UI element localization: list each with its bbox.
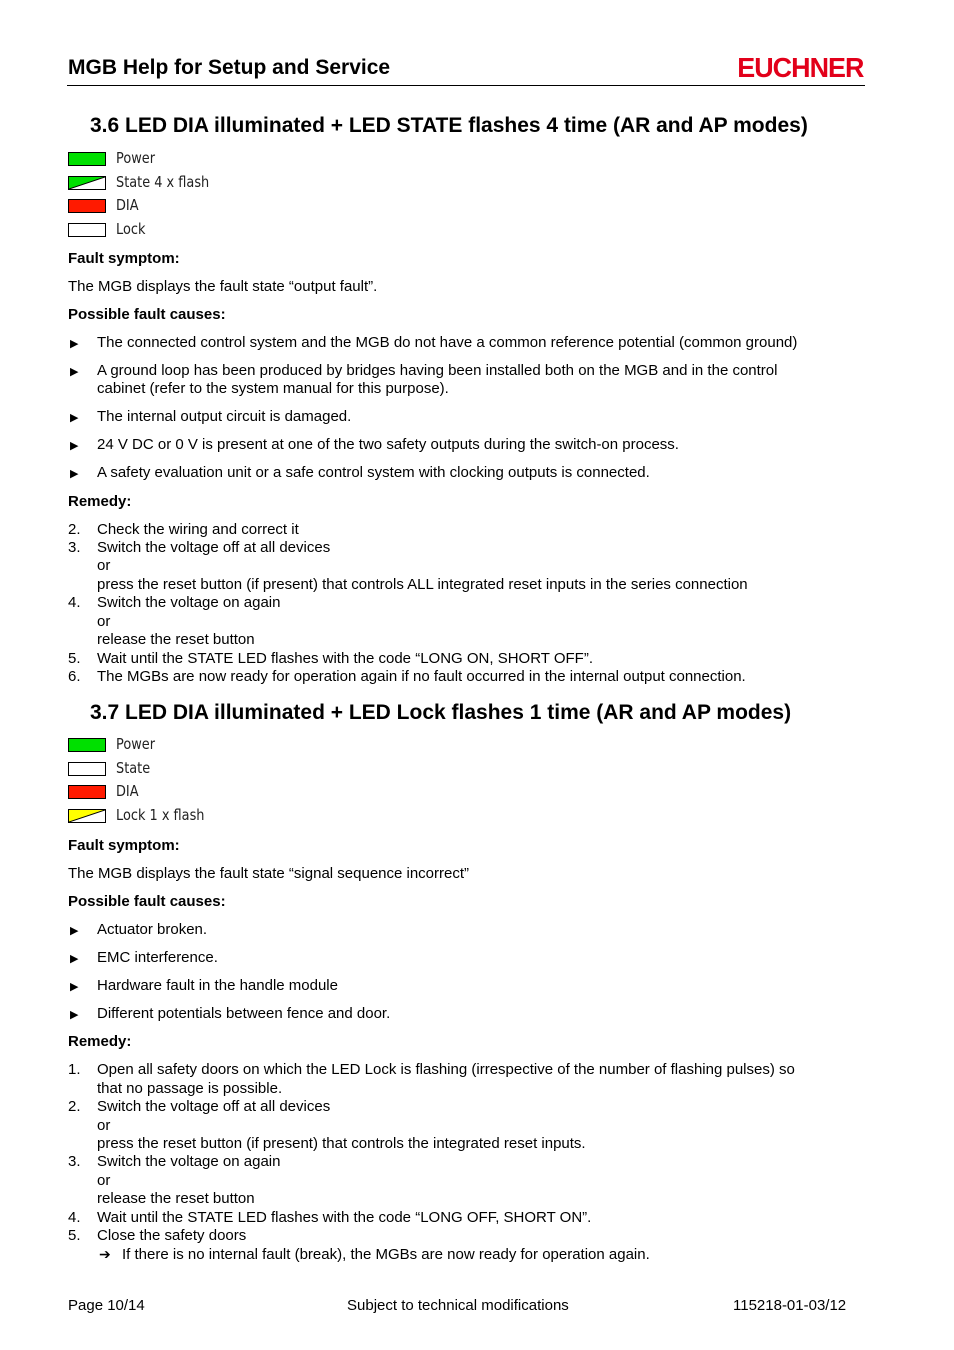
cause-item-continuation: cabinet (refer to the system manual for this purpose).: [97, 380, 449, 397]
remedy-step-alt: release the reset button: [97, 631, 255, 648]
remedy-or: or: [97, 1117, 111, 1134]
remedy-step-alt: press the reset button (if present) that controls ALL integrated reset inputs in the series connection: [97, 576, 748, 593]
section-heading: [90, 701, 791, 725]
remedy-step: Switch the voltage off at all devices: [97, 539, 331, 556]
led-label: State: [116, 758, 151, 777]
led-indicator: [68, 809, 106, 823]
cause-item: A safety evaluation unit or a safe control system with clocking outputs is connected.: [97, 464, 650, 481]
led-indicator: [68, 762, 106, 776]
remedy-step: Switch the voltage on again: [97, 1153, 281, 1170]
section-title: LED DIA illuminated + LED STATE flashes 4 time (AR and AP modes): [125, 114, 808, 137]
euchner-logo: EUCHNER: [736, 52, 863, 83]
remedy-step-alt: press the reset button (if present) that controls the integrated reset inputs.: [97, 1135, 586, 1152]
bullet-triangle-icon: ▶: [70, 953, 79, 965]
step-number: 2.: [68, 1098, 81, 1115]
section-number: 3.7: [90, 701, 120, 724]
page-number: Page 10/14: [68, 1297, 145, 1314]
fault-symptom-heading: Fault symptom:: [68, 837, 180, 854]
step-number: 3.: [68, 1153, 81, 1170]
bullet-triangle-icon: ▶: [70, 412, 79, 424]
cause-item: The internal output circuit is damaged.: [97, 408, 352, 425]
led-label: DIA: [116, 782, 139, 800]
section-heading: [90, 114, 808, 138]
led-label: State 4 x flash: [116, 172, 210, 191]
step-number: 1.: [68, 1061, 81, 1078]
cause-item: 24 V DC or 0 V is present at one of the two safety outputs during the switch-on process.: [97, 436, 679, 453]
remedy-step: Switch the voltage on again: [97, 594, 281, 611]
cause-item: The connected control system and the MGB do not have a common reference potential (common ground): [97, 334, 798, 351]
fault-symptom-text: The MGB displays the fault state “output fault”.: [68, 278, 378, 295]
remedy-step: Switch the voltage off at all devices: [97, 1098, 331, 1115]
fault-causes-heading: Possible fault causes:: [68, 306, 226, 323]
led-indicator: [68, 176, 106, 190]
page-header: [67, 52, 865, 86]
remedy-result: If there is no internal fault (break), the MGBs are now ready for operation again.: [122, 1246, 650, 1263]
right-arrow-icon: ➔: [99, 1246, 111, 1262]
step-number: 2.: [68, 521, 81, 538]
remedy-step: Wait until the STATE LED flashes with the code “LONG ON, SHORT OFF”.: [97, 650, 593, 667]
led-label: DIA: [116, 196, 139, 214]
cause-item: Different potentials between fence and door.: [97, 1005, 391, 1022]
step-number: 3.: [68, 539, 81, 556]
led-indicator: [68, 785, 106, 799]
bullet-triangle-icon: ▶: [70, 925, 79, 937]
remedy-or: or: [97, 1172, 111, 1189]
led-indicator: [68, 199, 106, 213]
remedy-heading: Remedy:: [68, 1033, 132, 1050]
remedy-step: Wait until the STATE LED flashes with the code “LONG OFF, SHORT ON”.: [97, 1209, 592, 1226]
remedy-step-continuation: that no passage is possible.: [97, 1080, 283, 1097]
remedy-step-alt: release the reset button: [97, 1190, 255, 1207]
step-number: 6.: [68, 668, 81, 685]
led-indicator: [68, 152, 106, 166]
led-label: Lock 1 x flash: [116, 805, 205, 824]
fault-symptom-text: The MGB displays the fault state “signal sequence incorrect”: [68, 865, 470, 882]
led-label: Lock: [116, 219, 146, 238]
fault-symptom-heading: Fault symptom:: [68, 250, 180, 267]
step-number: 5.: [68, 650, 81, 667]
remedy-step: Open all safety doors on which the LED Lock is flashing (irrespective of the number of flashing pulses) so: [97, 1061, 795, 1078]
bullet-triangle-icon: ▶: [70, 1009, 79, 1021]
bullet-triangle-icon: ▶: [70, 440, 79, 452]
step-number: 4.: [68, 1209, 81, 1226]
remedy-heading: Remedy:: [68, 493, 132, 510]
led-indicator: [68, 738, 106, 752]
cause-item: EMC interference.: [97, 949, 218, 966]
step-number: 5.: [68, 1227, 81, 1244]
fault-causes-heading: Possible fault causes:: [68, 893, 226, 910]
bullet-triangle-icon: ▶: [70, 338, 79, 350]
bullet-triangle-icon: ▶: [70, 468, 79, 480]
led-indicator: [68, 223, 106, 237]
cause-item: Hardware fault in the handle module: [97, 977, 338, 994]
remedy-step: The MGBs are now ready for operation again if no fault occurred in the internal output connection.: [97, 668, 746, 685]
cause-item: A ground loop has been produced by bridges having been installed both on the MGB and in the control: [97, 362, 778, 379]
led-label: Power: [116, 735, 156, 753]
remedy-step: Close the safety doors: [97, 1227, 247, 1244]
remedy-step: Check the wiring and correct it: [97, 521, 299, 538]
step-number: 4.: [68, 594, 81, 611]
remedy-or: or: [97, 613, 111, 630]
led-label: Power: [116, 149, 156, 167]
bullet-triangle-icon: ▶: [70, 366, 79, 378]
footer-note: Subject to technical modifications: [347, 1297, 569, 1314]
cause-item: Actuator broken.: [97, 921, 208, 938]
bullet-triangle-icon: ▶: [70, 981, 79, 993]
document-id: 115218-01-03/12: [733, 1297, 847, 1314]
document-title: MGB Help for Setup and Service: [68, 56, 391, 79]
remedy-or: or: [97, 557, 111, 574]
section-number: 3.6: [90, 114, 120, 137]
section-title: LED DIA illuminated + LED Lock flashes 1 time (AR and AP modes): [125, 701, 792, 724]
